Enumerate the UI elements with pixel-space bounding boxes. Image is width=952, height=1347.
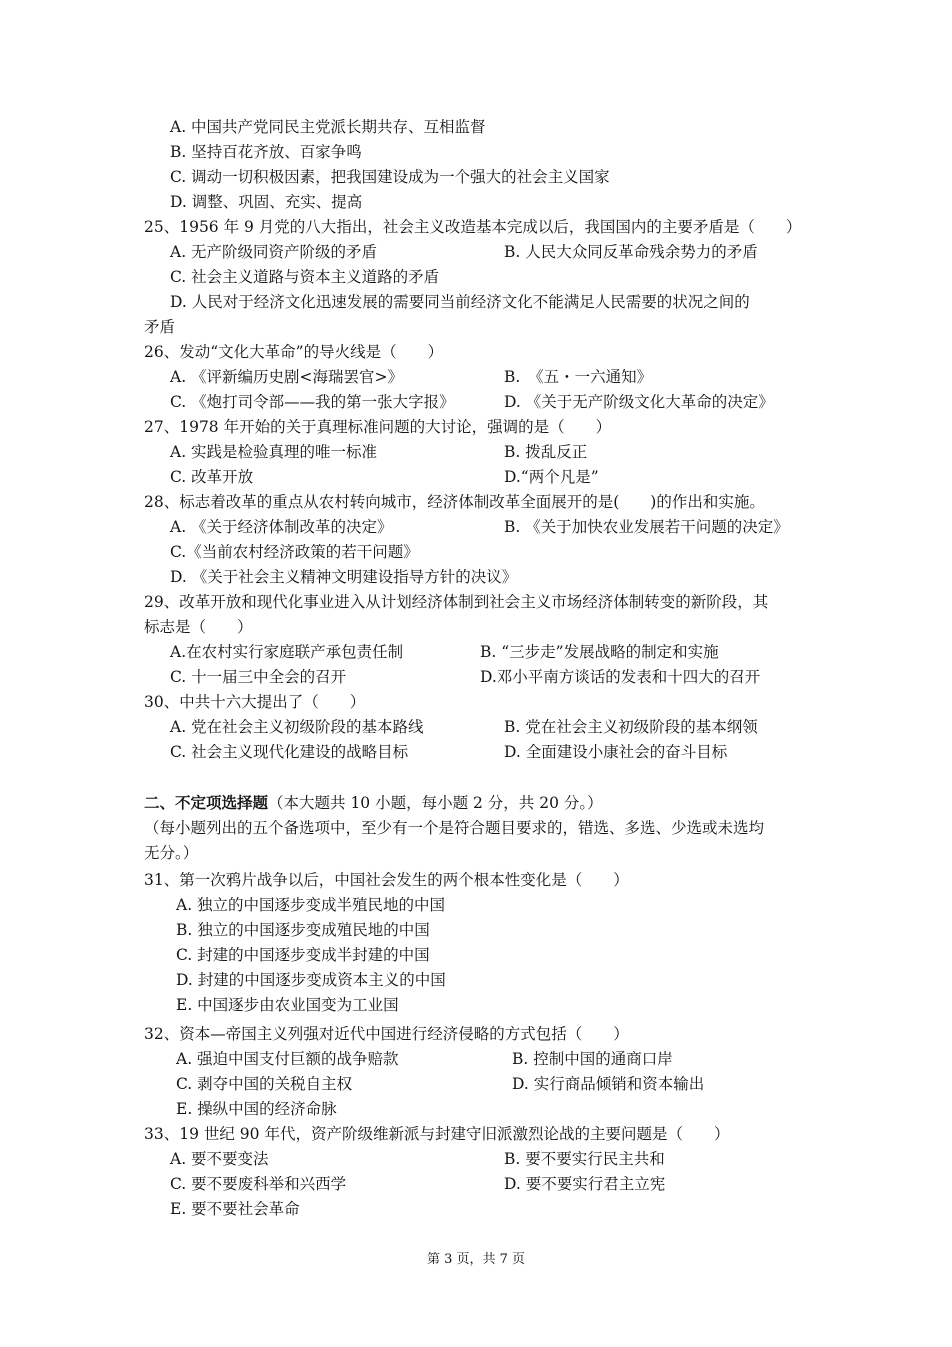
q27-option-a: A. 实践是检验真理的唯一标准 (170, 443, 378, 461)
question-25-stem: 25、1956 年 9 月党的八大指出，社会主义改造基本完成以后，我国国内的主要矛盾是（ ） (144, 218, 802, 236)
section-2-note: （每小题列出的五个备选项中，至少有一个是符合题目要求的，错选、多选、少选或未选均 (144, 819, 765, 837)
q25-option-c: C. 社会主义道路与资本主义道路的矛盾 (170, 268, 440, 286)
q29-option-c: C. 十一届三中全会的召开 (170, 668, 347, 686)
q33-option-c: C. 要不要废科举和兴西学 (170, 1175, 347, 1193)
q29-option-a: A.在农村实行家庭联产承包责任制 (170, 643, 404, 661)
q32-option-d: D. 实行商品倾销和资本输出 (512, 1075, 705, 1093)
q33-option-e: E. 要不要社会革命 (170, 1200, 300, 1218)
question-33-stem: 33、19 世纪 90 年代，资产阶级维新派与封建守旧派激烈论战的主要问题是（ ） (144, 1125, 730, 1143)
q25-option-b: B. 人民大众同反革命残余势力的矛盾 (504, 243, 758, 261)
q27-option-b: B. 拨乱反正 (504, 443, 588, 461)
question-27-stem: 27、1978 年开始的关于真理标准问题的大讨论，强调的是（ ） (144, 418, 612, 436)
question-32-stem: 32、资本—帝国主义列强对近代中国进行经济侵略的方式包括（ ） (144, 1025, 629, 1043)
q27-option-d: D.“两个凡是” (504, 468, 599, 486)
question-28-stem: 28、标志着改革的重点从农村转向城市，经济体制改革全面展开的是( )的作出和实施。 (144, 493, 765, 511)
option-d: D. 调整、巩固、充实、提高 (170, 193, 363, 211)
q26-option-a: A. 《评新编历史剧<海瑞罢官>》 (170, 368, 404, 386)
question-31-stem: 31、第一次鸦片战争以后，中国社会发生的两个根本性变化是（ ） (144, 871, 629, 889)
question-30-stem: 30、中共十六大提出了（ ） (144, 693, 366, 711)
q31-option-a: A. 独立的中国逐步变成半殖民地的中国 (176, 896, 446, 914)
q32-option-b: B. 控制中国的通商口岸 (512, 1050, 673, 1068)
q32-option-a: A. 强迫中国支付巨额的战争赔款 (176, 1050, 399, 1068)
q28-option-d: D. 《关于社会主义精神文明建设指导方针的决议》 (170, 568, 518, 586)
q28-option-b: B. 《关于加快农业发展若干问题的决定》 (504, 518, 789, 536)
q32-option-e: E. 操纵中国的经济命脉 (176, 1100, 337, 1118)
question-29-stem: 29、改革开放和现代化事业进入从计划经济体制到社会主义市场经济体制转变的新阶段，其 (144, 593, 769, 611)
q31-option-c: C. 封建的中国逐步变成半封建的中国 (176, 946, 430, 964)
option-a: A. 中国共产党同民主党派长期共存、互相监督 (170, 118, 486, 136)
q25-option-d-cont: 矛盾 (144, 318, 176, 336)
q29-option-d: D.邓小平南方谈话的发表和十四大的召开 (480, 668, 761, 686)
section-2-header (144, 793, 603, 813)
section-2-note-cont: 无分。） (144, 844, 199, 862)
q26-option-d: D. 《关于无产阶级文化大革命的决定》 (504, 393, 774, 411)
q26-option-b: B. 《五・一六通知》 (504, 368, 653, 386)
q26-option-c: C. 《炮打司令部——我的第一张大字报》 (170, 393, 455, 411)
q27-option-c: C. 改革开放 (170, 468, 254, 486)
page-number: 第 3 页，共 7 页 (426, 1252, 526, 1267)
question-26-stem: 26、发动“文化大革命”的导火线是（ ） (144, 343, 444, 361)
q30-option-c: C. 社会主义现代化建设的战略目标 (170, 743, 409, 761)
q32-option-c: C. 剥夺中国的关税自主权 (176, 1075, 353, 1093)
q31-option-d: D. 封建的中国逐步变成资本主义的中国 (176, 971, 446, 989)
q30-option-b: B. 党在社会主义初级阶段的基本纲领 (504, 718, 758, 736)
q30-option-d: D. 全面建设小康社会的奋斗目标 (504, 743, 728, 761)
q33-option-a: A. 要不要变法 (170, 1150, 269, 1168)
q30-option-a: A. 党在社会主义初级阶段的基本路线 (170, 718, 424, 736)
section-2-info: （本大题共 10 小题，每小题 2 分，共 20 分。） (268, 794, 603, 812)
q28-option-c: C.《当前农村经济政策的若干问题》 (170, 543, 419, 561)
q25-option-a: A. 无产阶级同资产阶级的矛盾 (170, 243, 378, 261)
option-b: B. 坚持百花齐放、百家争鸣 (170, 143, 362, 161)
q33-option-d: D. 要不要实行君主立宪 (504, 1175, 666, 1193)
q31-option-e: E. 中国逐步由农业国变为工业国 (176, 996, 399, 1014)
q29-option-b: B. “三步走”发展战略的制定和实施 (480, 643, 719, 661)
q28-option-a: A. 《关于经济体制改革的决定》 (170, 518, 393, 536)
q31-option-b: B. 独立的中国逐步变成殖民地的中国 (176, 921, 430, 939)
option-c: C. 调动一切积极因素，把我国建设成为一个强大的社会主义国家 (170, 168, 610, 186)
q33-option-b: B. 要不要实行民主共和 (504, 1150, 665, 1168)
section-2-title: 二、不定项选择题 (144, 794, 269, 812)
question-29-stem-cont: 标志是（ ） (144, 618, 253, 636)
q25-option-d: D. 人民对于经济文化迅速发展的需要同当前经济文化不能满足人民需要的状况之间的 (170, 293, 750, 311)
